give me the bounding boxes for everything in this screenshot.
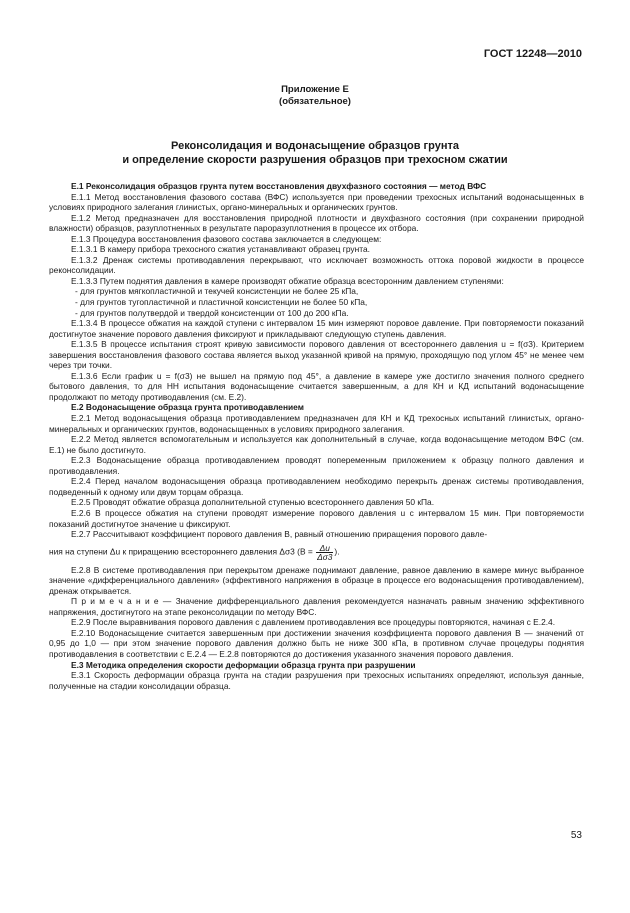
paragraph: Е.2.10 Водонасыщение считается завершенным при достижении значения коэффициента порового давления B — значений от 0,95 до 1,0 — при этом значение порового давления должно быть не ниже 300 кПа, в противном случае процедуры поднятия противодавления в соответствии с Е.2.4 — Е.2.8 повторяются до достижения указанного значения порового давления. <box>49 627 584 659</box>
section-heading: Е.3 Методика определения скорости деформации образца грунта при разрушении <box>71 659 416 670</box>
paragraph: Е.1.3.5 В процессе испытания строят кривую зависимости порового давления от всестороннего давления u = f(σ3). Критерием завершения восстановления фазового состава является выход указанной кривой на прямую, проходящую под углом 45° не менее чем через три точки. <box>49 339 584 371</box>
formula-fraction <box>316 544 333 561</box>
paragraph: Е.2.5 Проводят обжатие образца дополнительной ступенью всестороннего давления 50 кПа. <box>71 497 435 508</box>
document-title <box>40 139 590 167</box>
appendix-heading <box>0 84 630 108</box>
paragraph: Е.2.9 После выравнивания порового давления с давлением противодавления все процедуры повторяются, начиная с Е.2.4. <box>71 617 556 628</box>
paragraph: Е.2.8 В системе противодавления при перекрытом дренаже поднимают давление, равное давлению в камере минус выбранное значение «дифференциального давления» (эффективного напряжения в образце в процессе его водонасыщения противодавлением), дренаж открывается. <box>49 564 584 596</box>
paragraph: Е.1.3.4 В процессе обжатия на каждой ступени с интервалом 15 мин измеряют поровое давление. При повторяемости показаний достигнутое значение порового давления фиксируют и прикладывают следующую ступень давления. <box>49 318 584 339</box>
formula-numerator: Δu <box>316 544 333 553</box>
note: П р и м е ч а н и е — Значение дифференциального давления рекомендуется назначать равным значению эффективного напряжения, достигнутого на этапе реконсолидации по методу ВФС. <box>49 596 584 617</box>
paragraph: Е.2.4 Перед началом водонасыщения образца противодавлением необходимо перекрыть дренаж системы противодавления, подведенный к одному или двум торцам образца. <box>49 476 584 497</box>
list-item: - для грунтов полутвердой и твердой консистенции от 100 до 200 кПа. <box>75 307 349 318</box>
paragraph: Е.1.3.2 Дренаж системы противодавления перекрывают, что исключает возможность оттока поровой жидкости в процессе реконсолидации. <box>49 254 584 276</box>
list-item: - для грунтов мягкопластичной и текучей консистенции не более 25 кПа, <box>75 286 359 297</box>
formula-suffix: ). <box>334 546 340 557</box>
title-line-2: и определение скорости разрушения образцов при трехосном сжатии <box>122 154 508 166</box>
list-item: - для грунтов тугопластичной и пластичной консистенции не более 50 кПа, <box>75 297 368 308</box>
formula-line <box>49 544 584 561</box>
paragraph: Е.2.6 В процессе обжатия на ступени проводят измерение порового давления u с интервалом 15 мин. При повторяемости показаний достигнутое значение u фиксируют. <box>49 507 584 529</box>
page-number: 53 <box>570 830 582 841</box>
paragraph: Е.2.7 Рассчитывают коэффициент порового давления B, равный отношению приращения порового давле- <box>71 529 488 540</box>
appendix-status: (обязательное) <box>279 96 351 107</box>
paragraph: Е.3.1 Скорость деформации образца грунта на стадии разрушения при трехосных испытаниях определяют, используя данные, полученные на стадии консолидации образца. <box>49 670 584 691</box>
paragraph: Е.2.1 Метод водонасыщения образца противодавлением предназначен для КН и КД трехосных испытаний глинистых, органо-минеральных и органических грунтов, водонасыщенных в условиях природного залегания. <box>49 413 584 434</box>
section-heading: Е.2 Водонасыщение образца грунта противодавлением <box>71 402 304 413</box>
paragraph: Е.1.2 Метод предназначен для восстановления природной плотности и двухфазного состояния (при сохранении природной влажности) образцов, разуплотненных в результате пароразуплотнения в процессе их отбора. <box>49 212 584 234</box>
paragraph: Е.2.2 Метод является вспомогательным и используется как дополнительный в случае, когда водонасыщение методом ВФС (см. Е.1) не было достигнуто. <box>49 434 584 455</box>
title-line-1: Реконсолидация и водонасыщение образцов грунта <box>171 140 459 152</box>
paragraph: Е.1.3.3 Путем поднятия давления в камере производят обжатие образца всесторонним давлением ступенями: <box>71 275 504 286</box>
document-body <box>49 181 584 691</box>
paragraph: Е.1.3.1 В камеру прибора трехосного сжатия устанавливают образец грунта. <box>71 244 370 255</box>
section-heading: Е.1 Реконсолидация образцов грунта путем восстановления двухфазного состояния — метод ВФС <box>71 181 487 191</box>
appendix-title: Приложение Е <box>281 84 349 95</box>
paragraph: Е.1.3.6 Если график u = f(σ3) не вышел на прямую под 45°, а давление в камере уже достигло значения полного среднего бытового давления, то для НН испытания водонасыщение считается завершенным, а для КН и КД испытаний водонасыщение продолжают по методу противодавления (см. Е.2). <box>49 370 584 402</box>
paragraph: Е.1.3 Процедура восстановления фазового состава заключается в следующем: <box>71 233 382 244</box>
formula-denominator: Δσ3 <box>317 551 333 562</box>
paragraph: Е.2.3 Водонасыщение образца противодавлением проводят попеременным приложением к образцу полного давления и противодавления. <box>49 455 584 476</box>
paragraph: Е.1.1 Метод восстановления фазового состава (ВФС) используется при проведении трехосных испытаний водонасыщенных в условиях природного залегания глинистых, органо-минеральных и органических грунтов. <box>49 191 584 213</box>
formula-text: ния на ступени Δu к приращению всестороннего давления Δσ3 (B = <box>49 546 316 557</box>
standard-header: ГОСТ 12248—2010 <box>483 48 582 60</box>
